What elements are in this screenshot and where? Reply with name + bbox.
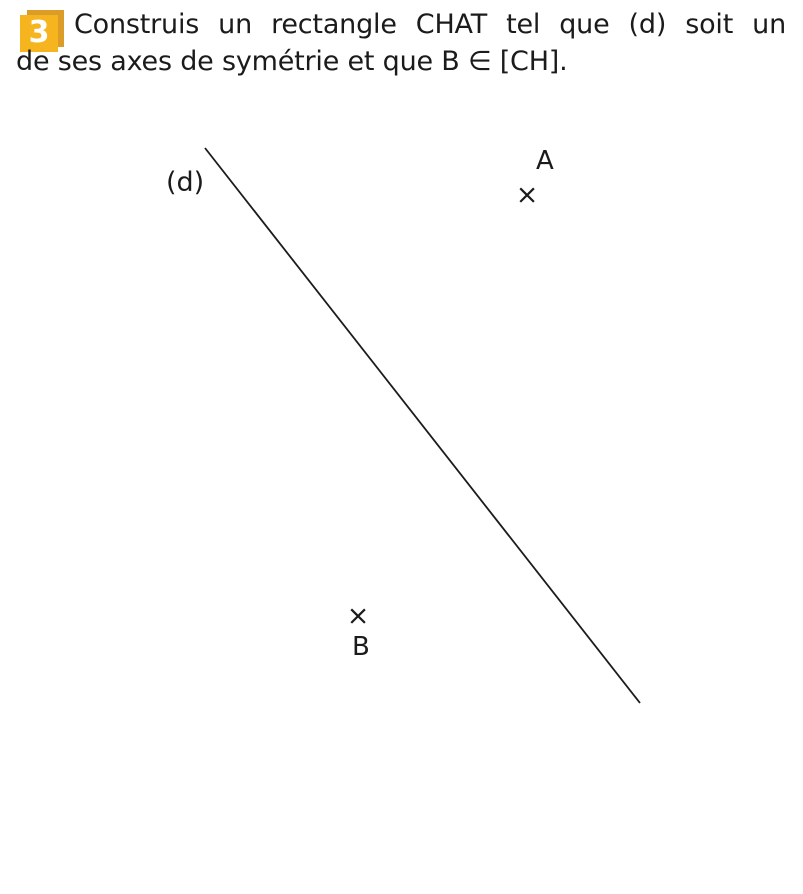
statement-line-1: Construis un rectangle CHAT tel que (d) soit un — [74, 9, 786, 40]
point-a-cross-marker-icon: × — [515, 179, 539, 211]
line-d — [205, 148, 640, 703]
line-d-label: (d) — [166, 167, 205, 198]
point-b-cross-marker-icon: × — [346, 600, 370, 632]
point-b-label: B — [352, 632, 370, 662]
exercise-number: 3 — [28, 14, 50, 50]
statement-line-2: de ses axes de symétrie et que B ∈ [CH]. — [16, 46, 568, 77]
point-a-label: A — [536, 146, 554, 176]
